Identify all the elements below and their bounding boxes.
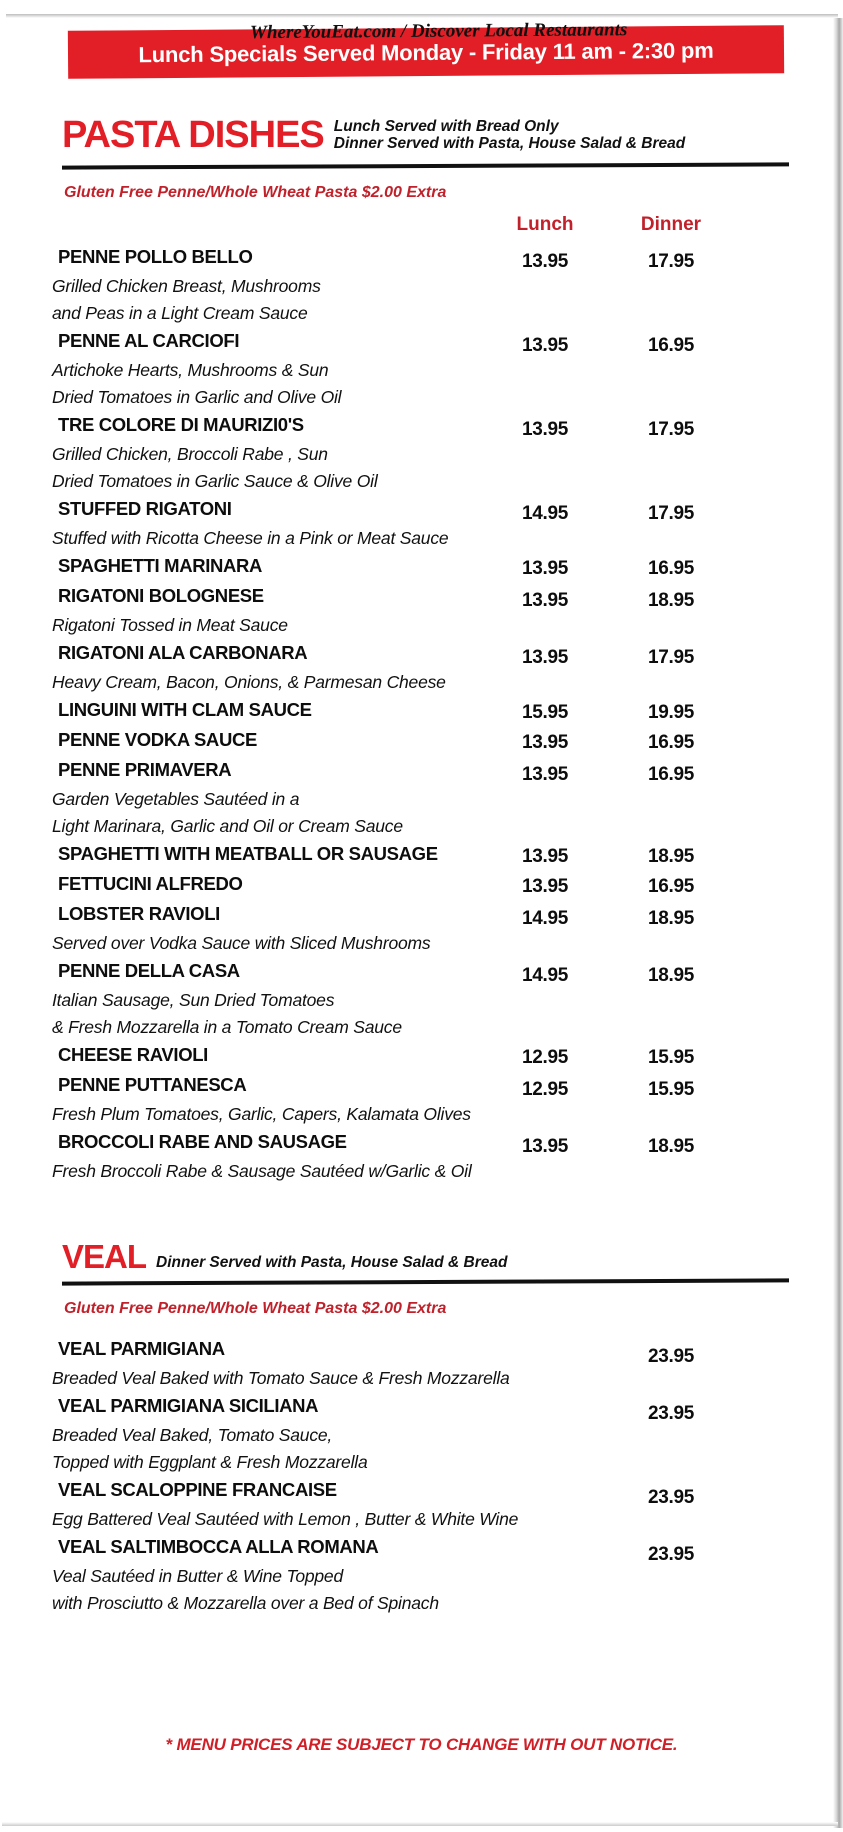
menu-item-dinner-price: 18.95 — [647, 590, 695, 611]
menu-item-name: RIGATONI BOLOGNESE — [58, 585, 264, 606]
menu-item-description: Topped with Eggplant & Fresh Mozzarella — [52, 1452, 368, 1472]
menu-item-name: FETTUCINI ALFREDO — [58, 873, 243, 894]
menu-item-dinner-price: 17.95 — [647, 251, 695, 272]
menu-item-description: Fresh Broccoli Rabe & Sausage Sautéed w/Garlic & Oil — [52, 1161, 472, 1181]
menu-item-name: LOBSTER RAVIOLI — [58, 903, 220, 924]
gluten-free-note-pasta: Gluten Free Penne/Whole Wheat Pasta $2.00 Extra — [64, 184, 447, 201]
section-rule-pasta — [62, 162, 789, 169]
menu-item-lunch-price: 14.95 — [521, 908, 569, 929]
menu-item-name: TRE COLORE DI MAURIZI0'S — [58, 414, 304, 435]
menu-item-lunch-price: 13.95 — [521, 590, 569, 611]
price-column-header-dinner: Dinner — [640, 214, 702, 235]
menu-item-dinner-price: 17.95 — [647, 419, 695, 440]
menu-item-dinner-price: 18.95 — [647, 846, 695, 867]
menu-item-description: Served over Vodka Sauce with Sliced Mushrooms — [52, 933, 431, 953]
menu-item-lunch-price: 12.95 — [521, 1079, 569, 1100]
menu-item-price: 23.95 — [647, 1487, 695, 1508]
menu-item-name: VEAL SALTIMBOCCA ALLA ROMANA — [58, 1536, 379, 1557]
menu-item-dinner-price: 15.95 — [647, 1047, 695, 1068]
menu-item-name: VEAL SCALOPPINE FRANCAISE — [58, 1479, 337, 1500]
menu-item-lunch-price: 13.95 — [521, 764, 569, 785]
menu-item-description: and Peas in a Light Cream Sauce — [52, 303, 308, 323]
section-subtitle-line1-veal: Dinner Served with Pasta, House Salad & Bread — [156, 1254, 508, 1271]
menu-item-dinner-price: 15.95 — [647, 1079, 695, 1100]
menu-item-name: PENNE AL CARCIOFI — [58, 330, 240, 351]
menu-item-description: Egg Battered Veal Sautéed with Lemon , Butter & White Wine — [52, 1509, 519, 1529]
menu-item-description: Breaded Veal Baked with Tomato Sauce & Fresh Mozzarella — [52, 1368, 510, 1388]
section-subtitle-veal — [156, 1254, 507, 1273]
menu-item-dinner-price: 16.95 — [647, 335, 695, 356]
menu-item-description: Grilled Chicken Breast, Mushrooms — [52, 276, 321, 296]
menu-item-dinner-price: 16.95 — [647, 764, 695, 785]
section-heading-veal — [62, 1240, 792, 1273]
menu-item-lunch-price: 13.95 — [521, 419, 569, 440]
menu-item-name: PENNE VODKA SAUCE — [58, 729, 257, 750]
menu-item-description: Grilled Chicken, Broccoli Rabe , Sun — [52, 444, 328, 464]
section-subtitle-line2-pasta: Dinner Served with Pasta, House Salad & Bread — [333, 135, 686, 152]
menu-item-price: 23.95 — [647, 1403, 695, 1424]
page-edge-right — [833, 18, 843, 1828]
menu-item-name: VEAL PARMIGIANA — [58, 1338, 225, 1359]
section-heading-pasta — [62, 116, 792, 154]
menu-item-name: STUFFED RIGATONI — [58, 498, 232, 519]
menu-item-dinner-price: 16.95 — [647, 732, 695, 753]
menu-item-description: Heavy Cream, Bacon, Onions, & Parmesan Cheese — [52, 672, 446, 692]
menu-item-price: 23.95 — [647, 1544, 695, 1565]
menu-item-description: Light Marinara, Garlic and Oil or Cream Sauce — [52, 816, 403, 836]
section-subtitle-pasta — [334, 118, 685, 154]
menu-item-dinner-price: 17.95 — [647, 503, 695, 524]
lunch-specials-text: Lunch Specials Served Monday - Friday 11 am - 2:30 pm — [138, 37, 714, 68]
menu-item-description: & Fresh Mozzarella in a Tomato Cream Sauce — [52, 1017, 402, 1037]
section-title-veal: VEAL — [62, 1238, 147, 1275]
menu-item-name: LINGUINI WITH CLAM SAUCE — [58, 699, 312, 720]
menu-item-name: SPAGHETTI WITH MEATBALL OR SAUSAGE — [58, 843, 438, 864]
menu-item-description: Stuffed with Ricotta Cheese in a Pink or Meat Sauce — [52, 528, 449, 548]
menu-item-dinner-price: 18.95 — [647, 908, 695, 929]
menu-item-dinner-price: 18.95 — [647, 1136, 695, 1157]
menu-item-dinner-price: 19.95 — [647, 702, 695, 723]
menu-item-lunch-price: 13.95 — [521, 1136, 569, 1157]
menu-item-lunch-price: 13.95 — [521, 251, 569, 272]
menu-item-lunch-price: 15.95 — [521, 702, 569, 723]
menu-item-dinner-price: 18.95 — [647, 965, 695, 986]
page-edge-top — [6, 14, 838, 18]
menu-item-description: Garden Vegetables Sautéed in a — [52, 789, 300, 809]
menu-item-description: with Prosciutto & Mozzarella over a Bed of Spinach — [52, 1593, 439, 1613]
menu-item-name: PENNE PRIMAVERA — [58, 759, 232, 780]
price-column-header-lunch: Lunch — [516, 214, 574, 235]
menu-item-lunch-price: 13.95 — [521, 846, 569, 867]
menu-item-name: VEAL PARMIGIANA SICILIANA — [58, 1395, 319, 1416]
menu-item-price: 23.95 — [647, 1346, 695, 1367]
menu-item-name: PENNE DELLA CASA — [58, 960, 240, 981]
menu-item-description: Breaded Veal Baked, Tomato Sauce, — [52, 1425, 333, 1445]
menu-item-description: Fresh Plum Tomatoes, Garlic, Capers, Kalamata Olives — [52, 1104, 471, 1124]
menu-item-description: Dried Tomatoes in Garlic and Olive Oil — [52, 387, 342, 407]
menu-item-description: Veal Sautéed in Butter & Wine Topped — [52, 1566, 343, 1586]
menu-item-lunch-price: 13.95 — [521, 876, 569, 897]
menu-item-lunch-price: 13.95 — [521, 558, 569, 579]
menu-item-dinner-price: 17.95 — [647, 647, 695, 668]
page-edge-bottom — [2, 1822, 838, 1826]
price-disclaimer: * MENU PRICES ARE SUBJECT TO CHANGE WITH OUT NOTICE. — [165, 1735, 678, 1754]
menu-item-name: CHEESE RAVIOLI — [58, 1044, 208, 1065]
menu-item-name: RIGATONI ALA CARBONARA — [58, 642, 308, 663]
menu-item-lunch-price: 12.95 — [521, 1047, 569, 1068]
menu-item-description: Dried Tomatoes in Garlic Sauce & Olive Oil — [52, 471, 378, 491]
menu-item-lunch-price: 14.95 — [521, 965, 569, 986]
menu-item-lunch-price: 13.95 — [521, 647, 569, 668]
menu-item-lunch-price: 14.95 — [521, 503, 569, 524]
menu-item-dinner-price: 16.95 — [647, 558, 695, 579]
menu-item-name: PENNE PUTTANESCA — [58, 1074, 247, 1095]
section-subtitle-line1-pasta: Lunch Served with Bread Only — [333, 118, 559, 135]
menu-item-name: PENNE POLLO BELLO — [58, 246, 253, 267]
menu-item-dinner-price: 16.95 — [647, 876, 695, 897]
menu-item-description: Artichoke Hearts, Mushrooms & Sun — [52, 360, 329, 380]
menu-item-description: Italian Sausage, Sun Dried Tomatoes — [52, 990, 335, 1010]
menu-item-name: SPAGHETTI MARINARA — [58, 555, 263, 576]
menu-item-description: Rigatoni Tossed in Meat Sauce — [52, 615, 288, 635]
site-credit: WhereYouEat.com / Discover Local Restaurants — [249, 19, 628, 44]
gluten-free-note-veal: Gluten Free Penne/Whole Wheat Pasta $2.00 Extra — [64, 1300, 447, 1317]
menu-item-lunch-price: 13.95 — [521, 335, 569, 356]
menu-item-lunch-price: 13.95 — [521, 732, 569, 753]
section-title-pasta: PASTA DISHES — [62, 114, 324, 156]
menu-item-name: BROCCOLI RABE AND SAUSAGE — [58, 1131, 347, 1152]
section-rule-veal — [62, 1278, 789, 1285]
